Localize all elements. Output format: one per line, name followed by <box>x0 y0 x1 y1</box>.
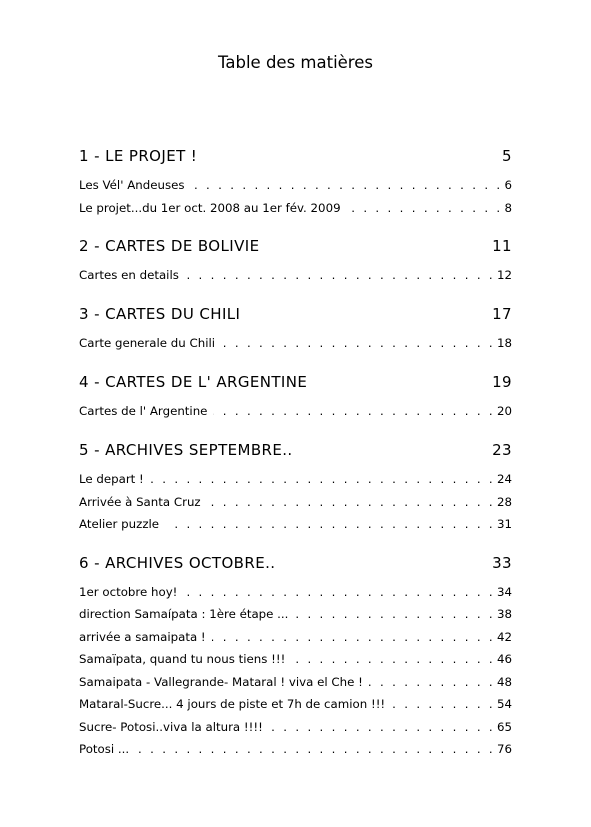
entry-title: Carte generale du Chili <box>79 336 216 350</box>
dot-leader <box>212 630 495 644</box>
chapter-page-number: 23 <box>492 441 512 459</box>
dot-leader <box>369 675 495 689</box>
dot-leader <box>185 268 495 282</box>
entry-page-number: 20 <box>496 404 512 418</box>
entry-title: Les Vél' Andeuses <box>79 178 185 192</box>
entry-title: direction Samaípata : 1ère étape ... <box>79 607 289 621</box>
entry-page-number: 65 <box>496 720 512 734</box>
toc-entry[interactable] <box>79 201 512 215</box>
chapter-title: 4 - CARTES DE L' ARGENTINE <box>79 373 308 391</box>
entry-title: Samaïpata, quand tu nous tiens !!! <box>79 652 286 666</box>
chapter-page-number: 19 <box>492 373 512 391</box>
toc-entry[interactable] <box>79 585 512 599</box>
chapter-page-number: 17 <box>492 305 512 323</box>
entry-page-number: 48 <box>496 675 512 689</box>
dot-leader <box>213 404 495 418</box>
entry-page-number: 24 <box>496 472 512 486</box>
entry-title: Cartes en details <box>79 268 179 282</box>
chapter-title: 6 - ARCHIVES OCTOBRE.. <box>79 554 276 572</box>
dot-leader <box>165 517 495 531</box>
entry-page-number: 42 <box>496 630 512 644</box>
toc-entry[interactable] <box>79 495 512 509</box>
entry-page-number: 54 <box>496 697 512 711</box>
entry-title: Le depart ! <box>79 472 144 486</box>
toc-entry[interactable] <box>79 268 512 282</box>
toc-entry[interactable] <box>79 607 512 621</box>
dot-leader <box>207 495 495 509</box>
toc-entry[interactable] <box>79 178 512 192</box>
entry-title: Le projet...du 1er oct. 2008 au 1er fév. 2009 <box>79 201 341 215</box>
dot-leader <box>347 201 503 215</box>
toc-entry[interactable] <box>79 742 512 756</box>
toc-entry[interactable] <box>79 404 512 418</box>
dot-leader <box>135 742 495 756</box>
chapter-page-number: 5 <box>502 147 512 165</box>
dot-leader <box>191 178 503 192</box>
entry-title: Samaipata - Vallegrande- Mataral ! viva el Che ! <box>79 675 363 689</box>
dot-leader <box>391 697 495 711</box>
toc-entry[interactable] <box>79 697 512 711</box>
entry-page-number: 38 <box>496 607 512 621</box>
entry-title: Sucre- Potosi..viva la altura !!!! <box>79 720 263 734</box>
toc-entry[interactable] <box>79 720 512 734</box>
entry-title: Mataral-Sucre... 4 jours de piste et 7h de camion !!! <box>79 697 386 711</box>
chapter-heading[interactable] <box>79 554 512 572</box>
entry-page-number: 18 <box>496 336 512 350</box>
entry-page-number: 8 <box>504 201 512 215</box>
toc-title: Table des matières <box>218 53 373 72</box>
entry-title: Atelier puzzle <box>79 517 160 531</box>
entry-title: Arrivée à Santa Cruz <box>79 495 201 509</box>
chapter-title: 3 - CARTES DU CHILI <box>79 305 241 323</box>
entry-page-number: 6 <box>504 178 512 192</box>
entry-title: Cartes de l' Argentine <box>79 404 208 418</box>
toc-entry[interactable] <box>79 336 512 350</box>
chapter-heading[interactable] <box>79 305 512 323</box>
toc-entry[interactable] <box>79 675 512 689</box>
chapter-heading[interactable] <box>79 441 512 459</box>
dot-leader <box>294 607 495 621</box>
toc-entry[interactable] <box>79 517 512 531</box>
entry-title: arrivée a samaipata ! <box>79 630 206 644</box>
entry-page-number: 46 <box>496 652 512 666</box>
toc-entry[interactable] <box>79 630 512 644</box>
dot-leader <box>221 336 495 350</box>
chapter-title: 2 - CARTES DE BOLIVIE <box>79 237 260 255</box>
entry-title: Potosi ... <box>79 742 130 756</box>
entry-page-number: 28 <box>496 495 512 509</box>
toc-entry[interactable] <box>79 472 512 486</box>
dot-leader <box>269 720 495 734</box>
entry-title: 1er octobre hoy! <box>79 585 178 599</box>
chapter-heading[interactable] <box>79 373 512 391</box>
chapter-title: 5 - ARCHIVES SEPTEMBRE.. <box>79 441 293 459</box>
entry-page-number: 76 <box>496 742 512 756</box>
chapter-heading[interactable] <box>79 237 512 255</box>
entry-page-number: 34 <box>496 585 512 599</box>
entry-page-number: 12 <box>496 268 512 282</box>
dot-leader <box>183 585 495 599</box>
chapter-title: 1 - LE PROJET ! <box>79 147 198 165</box>
dot-leader <box>150 472 495 486</box>
dot-leader <box>291 652 495 666</box>
chapter-page-number: 11 <box>492 237 512 255</box>
toc-entry[interactable] <box>79 652 512 666</box>
chapter-page-number: 33 <box>492 554 512 572</box>
chapter-heading[interactable] <box>79 147 512 165</box>
entry-page-number: 31 <box>496 517 512 531</box>
